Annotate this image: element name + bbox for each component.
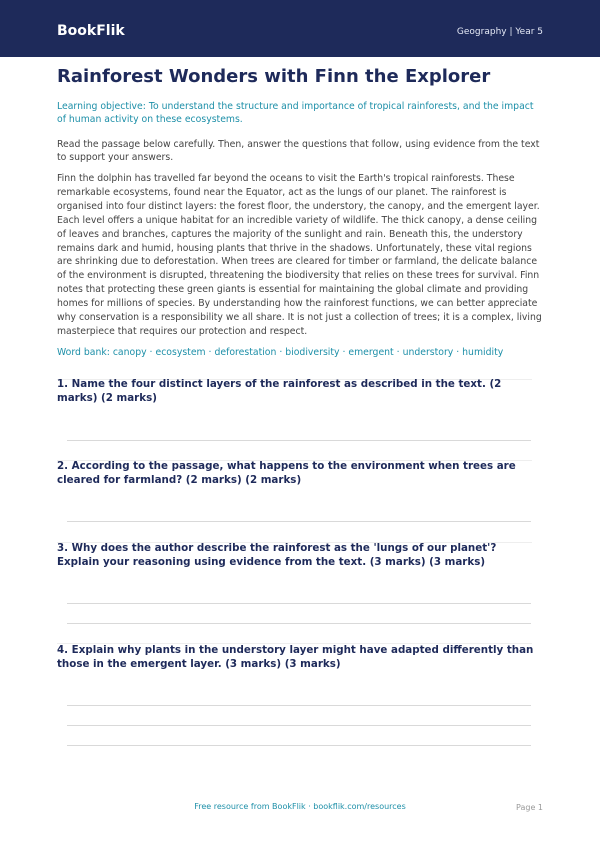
- answer-line[interactable]: [67, 623, 531, 624]
- question-2: 2. According to the passage, what happens to the environment when trees are cleared for farmland? (2 marks) (2 marks): [57, 460, 516, 486]
- word-bank: Word bank: canopy · ecosystem · deforestation · biodiversity · emergent · understory · humidity: [57, 347, 504, 358]
- learning-objective: Learning objective: To understand the structure and importance of tropical rainforests, and the impact of human activity on these ecosystems.: [57, 101, 534, 125]
- answer-line[interactable]: [67, 745, 531, 746]
- answer-line[interactable]: [67, 440, 531, 441]
- footer-link[interactable]: Free resource from BookFlik · bookflik.com/resources: [194, 802, 406, 811]
- page-title: Rainforest Wonders with Finn the Explorer: [57, 66, 491, 87]
- instructions-text: Read the passage below carefully. Then, answer the questions that follow, using evidence from the text to support your answers.: [57, 139, 540, 163]
- answer-line[interactable]: [67, 521, 531, 522]
- header-bar: [0, 0, 600, 57]
- answer-line[interactable]: [67, 603, 531, 604]
- question-3: 3. Why does the author describe the rainforest as the 'lungs of our planet'? Explain your reasoning using evidence from the text. (3 marks) (3 marks): [57, 542, 497, 568]
- reading-passage: Finn the dolphin has travelled far beyond the oceans to visit the Earth's tropical rainforests. These remarkable ecosystems, found near the Equator, act as the lungs of our planet. The rainforest is organised into four distinct layers: the forest floor, the understory, the canopy, and the emergent layer. Each level offers a unique habitat for an incredible variety of wildlife. The thick canopy, a dense ceiling of leaves and branches, captures the majority of the sunlight and rain. Beneath this, the understory remains dark and humid, housing plants that thrive in the shadows. Unfortunately, these vital regions are shrinking due to deforestation. When trees are cleared for timber or farmland, the delicate balance of the environment is disrupted, threatening the biodiversity that relies on these trees for survival. Finn notes that protecting these green giants is essential for maintaining the global climate and providing homes for millions of species. By understanding how the rainforest functions, we can better appreciate why conservation is a responsibility we all share. It is not just a collection of trees; it is a complex, living masterpiece that requires our protection and respect.: [57, 173, 542, 337]
- page-number: Page 1: [516, 803, 543, 812]
- brand-logo-text: BookFlik: [57, 23, 125, 39]
- answer-line[interactable]: [67, 725, 531, 726]
- answer-line[interactable]: [67, 705, 531, 706]
- question-4: 4. Explain why plants in the understory layer might have adapted differently than those in the emergent layer. (3 marks) (3 marks): [57, 644, 534, 670]
- subject-year-label: Geography | Year 5: [456, 27, 543, 37]
- question-1: 1. Name the four distinct layers of the rainforest as described in the text. (2 marks) (2 marks): [57, 378, 502, 404]
